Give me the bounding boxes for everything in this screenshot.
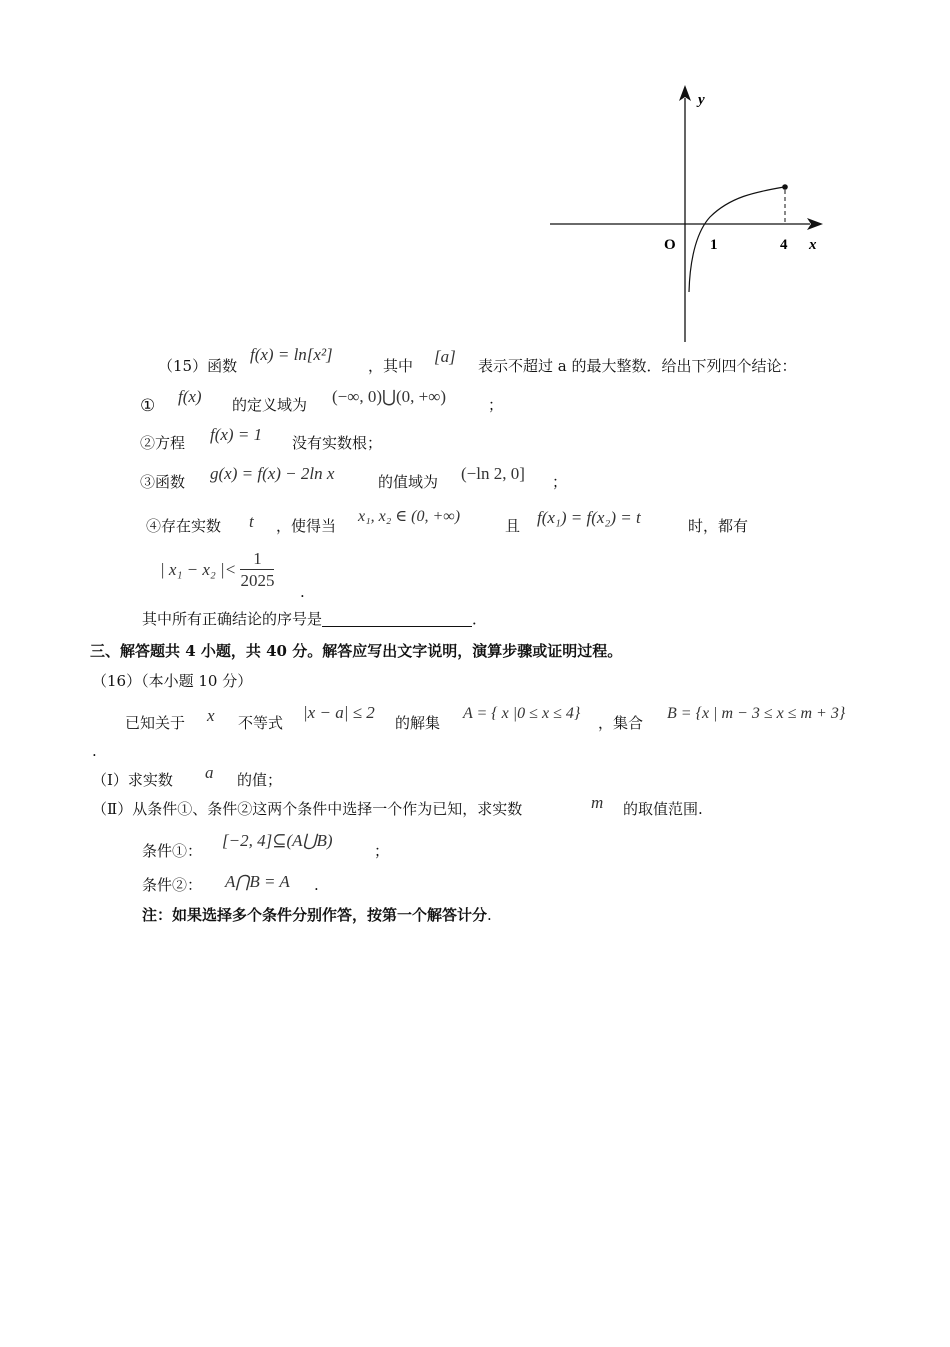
condition-1-label: 条件①： bbox=[142, 842, 203, 860]
conclusion-2-equation: f(x) = 1 bbox=[210, 425, 263, 444]
conclusion-3-mark: ③函数 bbox=[140, 473, 186, 491]
condition-1: [−2, 4]⊆(A⋃B) bbox=[222, 831, 333, 850]
q16-dot: . bbox=[92, 742, 97, 760]
conclusion-1-domain: (−∞, 0)⋃(0, +∞) bbox=[332, 387, 447, 406]
conclusion-4-text: ，使得当 bbox=[276, 517, 337, 535]
q16-part-1: （Ⅰ）求实数 bbox=[92, 771, 173, 789]
answer-prompt-text: 其中所有正确结论的序号是 bbox=[142, 610, 323, 628]
conclusion-2-text: 没有实数根； bbox=[292, 434, 383, 452]
q16-set-a: A = { x |0 ≤ x ≤ 4} bbox=[463, 705, 581, 722]
condition-1-end: ； bbox=[374, 842, 390, 860]
conclusion-4-t: t bbox=[249, 512, 254, 531]
conclusion-4-mark: ④存在实数 bbox=[146, 517, 222, 535]
note bbox=[142, 908, 492, 923]
tick-label-1: 1 bbox=[710, 237, 718, 253]
x-label: x bbox=[809, 237, 817, 253]
q15-mid: ，其中 bbox=[368, 357, 414, 375]
conclusion-3-end: ； bbox=[552, 473, 568, 491]
log-curve bbox=[689, 187, 784, 292]
q16-title: （16）（本小题 10 分） bbox=[92, 672, 253, 690]
conclusion-4-equation: f(x₁) = f(x₂) = t bbox=[537, 508, 641, 527]
q15-bracket: [a] bbox=[434, 347, 456, 366]
q16-part-2-end: 的取值范围. bbox=[623, 800, 703, 818]
fraction-numerator: 1 bbox=[240, 550, 274, 570]
q16-part-1-var: a bbox=[205, 763, 214, 782]
origin-label: O bbox=[664, 237, 676, 253]
conclusion-1-fx: f(x) bbox=[178, 387, 202, 406]
fraction-denominator: 2025 bbox=[240, 571, 275, 590]
q16-var-x: x bbox=[207, 706, 215, 725]
answer-blank[interactable] bbox=[322, 612, 472, 627]
conclusion-3-text: 的值域为 bbox=[378, 473, 439, 491]
y-label: y bbox=[698, 92, 705, 108]
answer-prompt bbox=[142, 612, 487, 627]
q15-description: 表示不超过 a 的最大整数．给出下列四个结论： bbox=[478, 357, 797, 375]
condition-2: A⋂B = A bbox=[225, 872, 290, 891]
q15-function-def: f(x) = ln[x²] bbox=[250, 345, 333, 364]
q16-s2: 不等式 bbox=[238, 714, 284, 732]
conclusion-4-and: 且 bbox=[505, 517, 521, 535]
condition-2-end: . bbox=[314, 876, 319, 894]
q15-prefix: （15）函数 bbox=[158, 357, 238, 375]
conclusion-4-condition: x₁, x₂ ∈ (0, +∞) bbox=[358, 508, 461, 525]
q16-part-2: （Ⅱ）从条件①、条件②这两个条件中选择一个作为已知，求实数 bbox=[92, 800, 523, 818]
conclusion-1-mark: ① bbox=[140, 396, 156, 416]
answer-prompt-end: ． bbox=[472, 610, 488, 628]
q16-s3: 的解集 bbox=[395, 714, 441, 732]
conclusion-3-equation: g(x) = f(x) − 2ln x bbox=[210, 464, 335, 483]
function-graph bbox=[540, 80, 840, 345]
conclusion-2-mark: ②方程 bbox=[140, 434, 186, 452]
q16-set-b: B = {x | m − 3 ≤ x ≤ m + 3} bbox=[667, 705, 846, 722]
conclusion-1-end: ； bbox=[488, 396, 504, 414]
q16-s1: 已知关于 bbox=[125, 714, 186, 732]
note-text: 注：如果选择多个条件分别作答，按第一个解答计分 bbox=[142, 906, 488, 924]
section-3-heading: 三、解答题共 4 小题，共 40 分。解答应写出文字说明，演算步骤或证明过程。 bbox=[90, 642, 623, 660]
fraction bbox=[240, 550, 274, 589]
q16-part-1-end: 的值； bbox=[237, 771, 283, 789]
q16-part-2-var: m bbox=[591, 793, 604, 812]
conclusion-1-text: 的定义域为 bbox=[232, 396, 308, 414]
conclusion-4-inequality bbox=[160, 550, 274, 589]
conclusion-4-when: 时，都有 bbox=[688, 517, 749, 535]
curve-endpoint bbox=[782, 184, 788, 190]
q16-inequality: |x − a| ≤ 2 bbox=[303, 703, 375, 722]
conclusion-4-end: . bbox=[300, 583, 305, 601]
note-end: . bbox=[487, 906, 492, 924]
tick-label-4: 4 bbox=[780, 237, 788, 253]
conclusion-3-range: (−ln 2, 0] bbox=[461, 464, 525, 483]
q16-s4: ，集合 bbox=[598, 714, 644, 732]
condition-2-label: 条件②： bbox=[142, 876, 203, 894]
inequality-left: | x₁ − x₂ |< bbox=[160, 560, 237, 579]
